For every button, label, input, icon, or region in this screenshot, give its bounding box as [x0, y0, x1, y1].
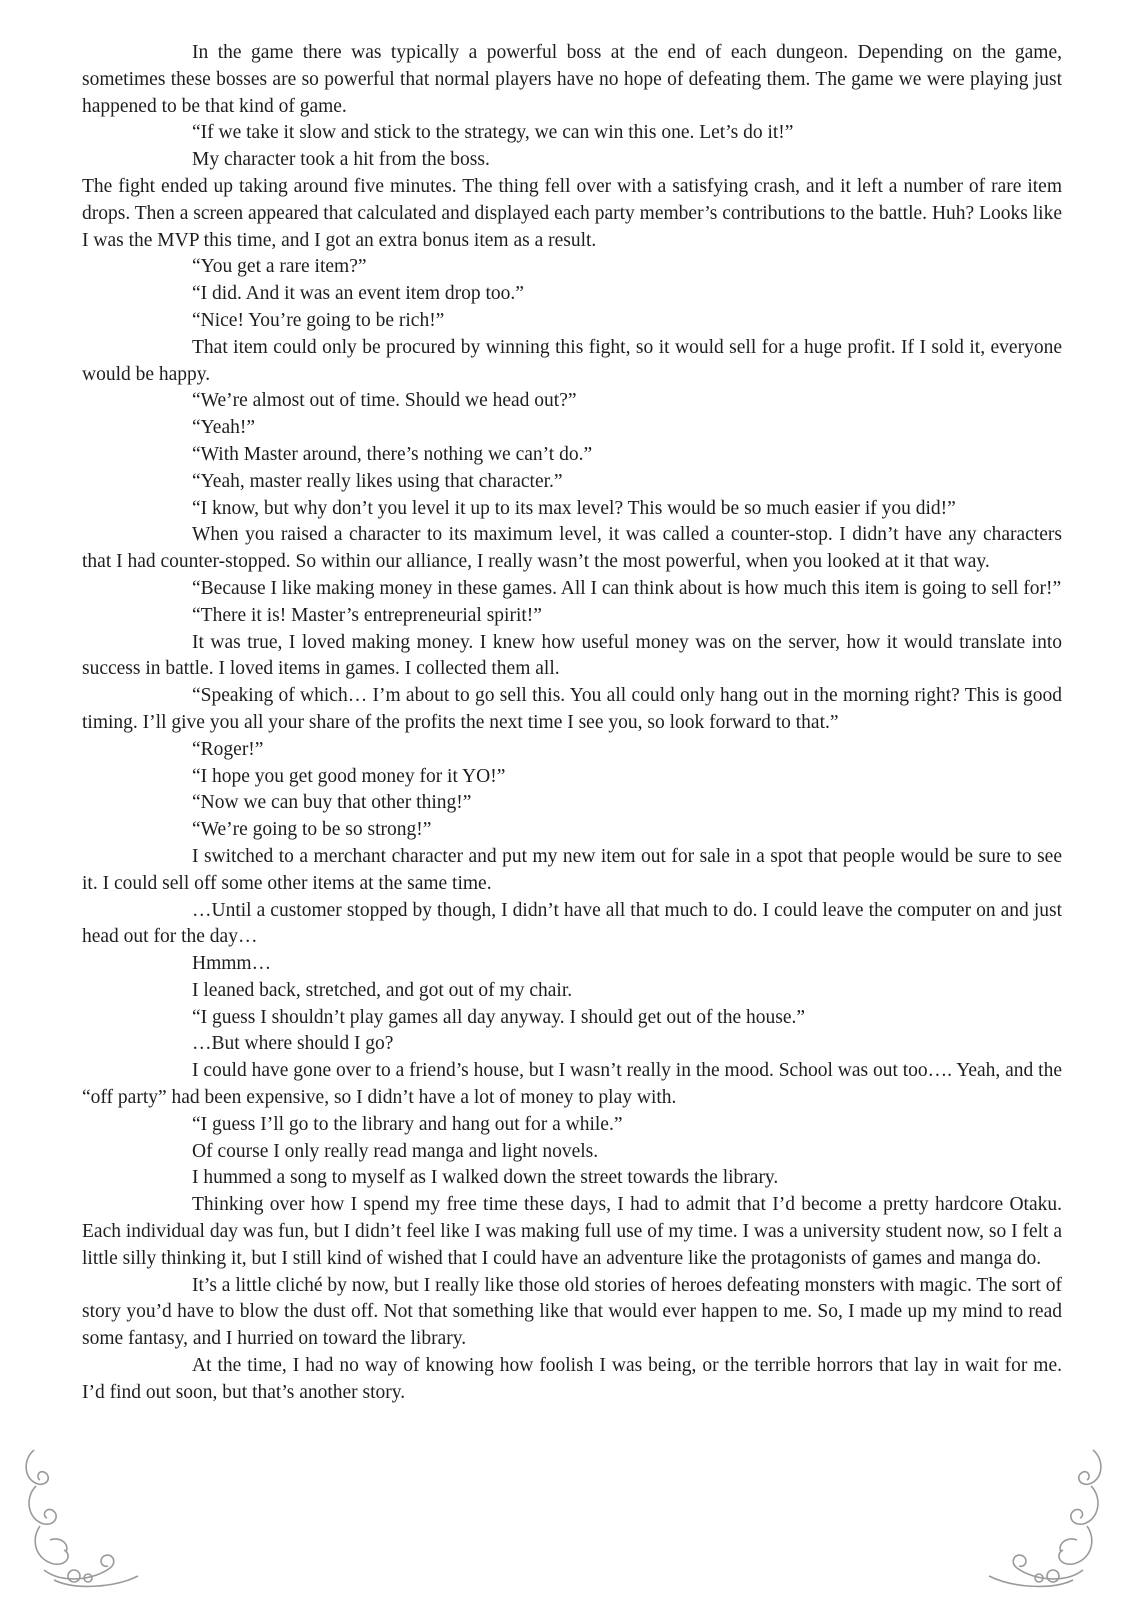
- paragraph: At the time, I had no way of knowing how foolish I was being, or the terrible horrors that lay in wait for me. I’d find out soon, but that’s another story.: [82, 1355, 1062, 1403]
- paragraph: “I did. And it was an event item drop too.”: [192, 283, 524, 305]
- flourish-corner-icon: [14, 1440, 154, 1590]
- flourish-corner-icon: [973, 1440, 1113, 1590]
- paragraph: It’s a little cliché by now, but I really like those old stories of heroes defeating monsters with magic. The sort of story you’d have to blow the dust off. Not that something like that would ever happen to me. So, I made up my mind to read some fantasy, and I hurried on toward the library.: [82, 1274, 1062, 1350]
- paragraph: …But where should I go?: [192, 1033, 394, 1055]
- paragraph: “I hope you get good money for it YO!”: [192, 765, 506, 787]
- paragraph: My character took a hit from the boss.: [192, 149, 490, 171]
- paragraph: “I know, but why don’t you level it up to its max level? This would be so much easier if you did!”: [192, 497, 956, 519]
- paragraph: “We’re almost out of time. Should we head out?”: [192, 390, 577, 412]
- paragraph: “Now we can buy that other thing!”: [192, 792, 472, 814]
- paragraph: “Nice! You’re going to be rich!”: [192, 309, 445, 331]
- paragraph: “Yeah!”: [192, 417, 255, 439]
- paragraph: “We’re going to be so strong!”: [192, 819, 432, 841]
- paragraph: It was true, I loved making money. I knew how useful money was on the server, how it would translate into success in battle. I loved items in games. I collected them all.: [82, 631, 1062, 680]
- novel-page-text: [82, 40, 1062, 1407]
- paragraph: “I guess I shouldn’t play games all day anyway. I should get out of the house.”: [192, 1006, 806, 1028]
- paragraph: When you raised a character to its maximum level, it was called a counter-stop. I didn’t have any characters that I had counter-stopped. So within our alliance, I really wasn’t the most powerful, when you looked at it that way.: [82, 524, 1062, 573]
- paragraph: “Yeah, master really likes using that character.”: [192, 470, 563, 492]
- paragraph: “There it is! Master’s entrepreneurial spirit!”: [192, 604, 542, 626]
- paragraph: …Until a customer stopped by though, I didn’t have all that much to do. I could leave the computer on and just head out for the day…: [82, 899, 1062, 948]
- paragraph: I leaned back, stretched, and got out of my chair.: [192, 979, 573, 1001]
- paragraph: “You get a rare item?”: [192, 256, 367, 278]
- paragraph: “With Master around, there’s nothing we can’t do.”: [192, 443, 593, 465]
- paragraph: Hmmm…: [192, 953, 272, 975]
- paragraph: “Because I like making money in these games. All I can think about is how much this item is going to sell for!”: [192, 577, 1062, 599]
- paragraph: I hummed a song to myself as I walked down the street towards the library.: [192, 1167, 779, 1189]
- paragraph: Of course I only really read manga and light novels.: [192, 1140, 599, 1162]
- paragraph: “Speaking of which… I’m about to go sell this. You all could only hang out in the morning right? This is good timing. I’ll give you all your share of the profits the next time I see you, so look forward to that.”: [82, 685, 1062, 733]
- paragraph: “Roger!”: [192, 738, 264, 760]
- paragraph: The fight ended up taking around five minutes. The thing fell over with a satisfying crash, and it left a number of rare item drops. Then a screen appeared that calculated and displayed each party member’s contributions to the battle. Huh? Looks like I was the MVP this time, and I got an extra bonus item as a result.: [82, 175, 1062, 251]
- paragraph: “I guess I’ll go to the library and hang out for a while.”: [192, 1113, 623, 1135]
- paragraph: “If we take it slow and stick to the strategy, we can win this one. Let’s do it!”: [192, 122, 794, 144]
- paragraph: I could have gone over to a friend’s house, but I wasn’t really in the mood. School was out too…. Yeah, and the “off party” had been expensive, so I didn’t have a lot of money to play with.: [82, 1060, 1062, 1109]
- paragraph: Thinking over how I spend my free time these days, I had to admit that I’d become a pretty hardcore Otaku. Each individual day was fun, but I didn’t feel like I was making full use of my time. I was a university student now, so I felt a little silly thinking it, but I still kind of wished that I could have an adventure like the protagonists of games and manga do.: [82, 1194, 1062, 1269]
- paragraph: That item could only be procured by winning this fight, so it would sell for a huge profit. If I sold it, everyone would be happy.: [82, 336, 1062, 385]
- paragraph: I switched to a merchant character and put my new item out for sale in a spot that people would be sure to see it. I could sell off some other items at the same time.: [82, 845, 1062, 894]
- paragraph: In the game there was typically a powerful boss at the end of each dungeon. Depending on the game, sometimes these bosses are so powerful that normal players have no hope of defeating them. The game we were playing just happened to be that kind of game.: [82, 42, 1062, 117]
